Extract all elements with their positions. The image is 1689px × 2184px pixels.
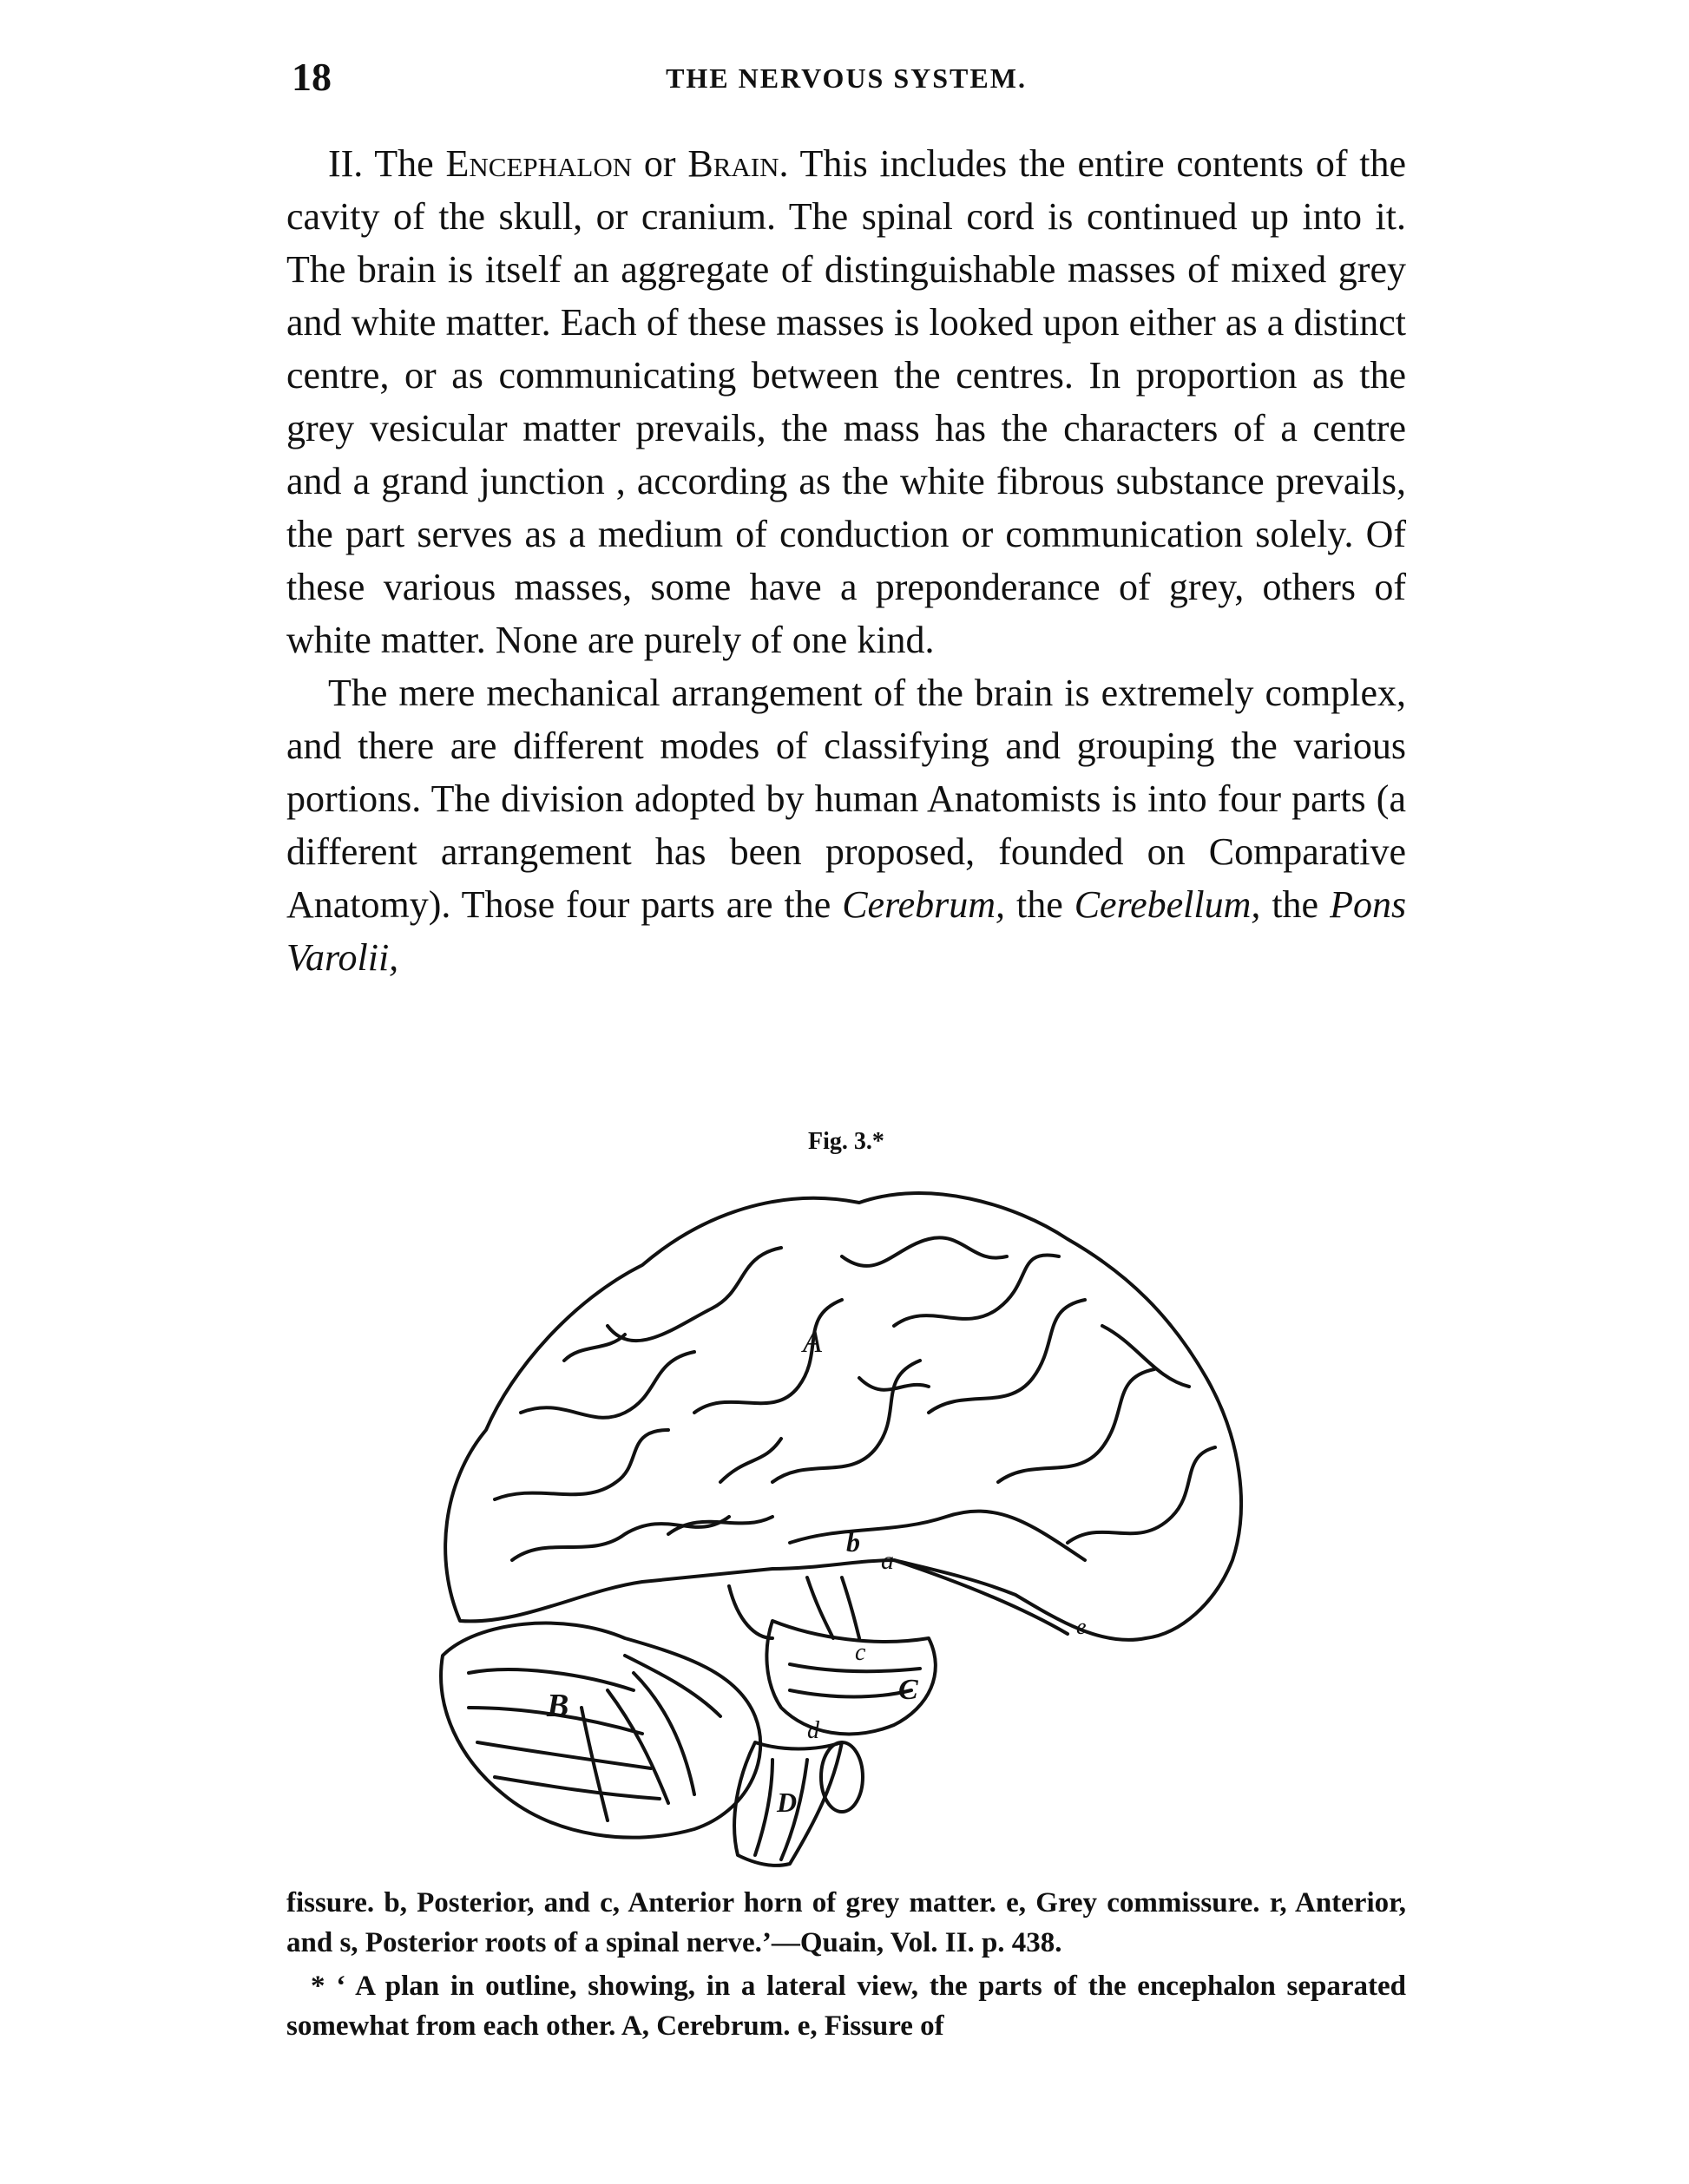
- p2-the-1: the: [1015, 883, 1063, 926]
- label-A: A: [803, 1324, 822, 1359]
- p2-text: The mere mechanical arrangement of the brain is extremely complex, and there are different modes of classifying and grouping the various portions. The division adopted by human Anatomists is into four parts (a different arrangement has been proposed, founded on Comparative Anatomy). Those four parts are the: [286, 672, 1406, 926]
- body-text: [286, 137, 1406, 984]
- p1-rest: This includes the entire contents of the cavity of the skull, or cranium. The spinal cord is continued up into it. The brain is itself an aggregate of distinguishable masses of mixed grey and white matter. Each of these masses is looked upon either as a distinct centre, or as communicating between the centres. In proportion as the grey vesicular matter prevails, the mass has the characters of a centre and a grand junction , according as the white fibrous substance prevails, the part serves as a medium of conduction or communication solely. Of these various masses, some have a preponderance of grey, others of white matter. None are purely of one kind.: [286, 142, 1407, 661]
- label-b: b: [846, 1526, 860, 1558]
- label-c: c: [855, 1639, 866, 1666]
- term-encephalon: Encephalon: [445, 142, 633, 185]
- brain-illustration: [408, 1152, 1276, 1881]
- term-cerebrum: Cerebrum,: [842, 883, 1005, 926]
- figure-caption: Fig. 3.*: [808, 1128, 884, 1155]
- term-pons-varolii: Pons Varolii,: [286, 883, 1407, 979]
- p1-or: or: [643, 142, 676, 185]
- page-header: [286, 54, 1406, 106]
- label-e: e: [1076, 1614, 1087, 1639]
- paragraph-arrangement: [286, 666, 1406, 984]
- paragraph-encephalon: [286, 137, 1406, 666]
- label-d: d: [807, 1717, 819, 1744]
- p2-the-2: the: [1272, 883, 1319, 926]
- label-D: D: [777, 1787, 798, 1818]
- label-B: B: [547, 1688, 569, 1724]
- label-a: a: [881, 1546, 894, 1575]
- footnotes: [286, 1883, 1406, 2046]
- cerebrum-outline: [445, 1193, 1241, 1640]
- term-cerebellum: Cerebellum,: [1074, 883, 1261, 926]
- page-number: 18: [292, 55, 332, 99]
- brain-illustration-svg: [408, 1152, 1276, 1881]
- footnote-continued: fissure. b, Posterior, and c, Anterior horn of grey matter. e, Grey commissure. r, Anterior, and s, Posterior roots of a spinal nerve.’—Quain, Vol. II. p. 438.: [286, 1887, 1406, 1958]
- fissure-e: [894, 1560, 1068, 1634]
- p1-lead: II. The: [328, 142, 434, 185]
- running-title: THE NERVOUS SYSTEM.: [666, 62, 1027, 94]
- term-brain: Brain.: [687, 142, 789, 185]
- cerebellum-outline: [441, 1623, 760, 1838]
- footnote-figure-3: * ‘ A plan in outline, showing, in a lateral view, the parts of the encephalon separated somewhat from each other. A, Cerebrum. e, Fissure of: [286, 1971, 1406, 2042]
- label-C: C: [898, 1674, 918, 1706]
